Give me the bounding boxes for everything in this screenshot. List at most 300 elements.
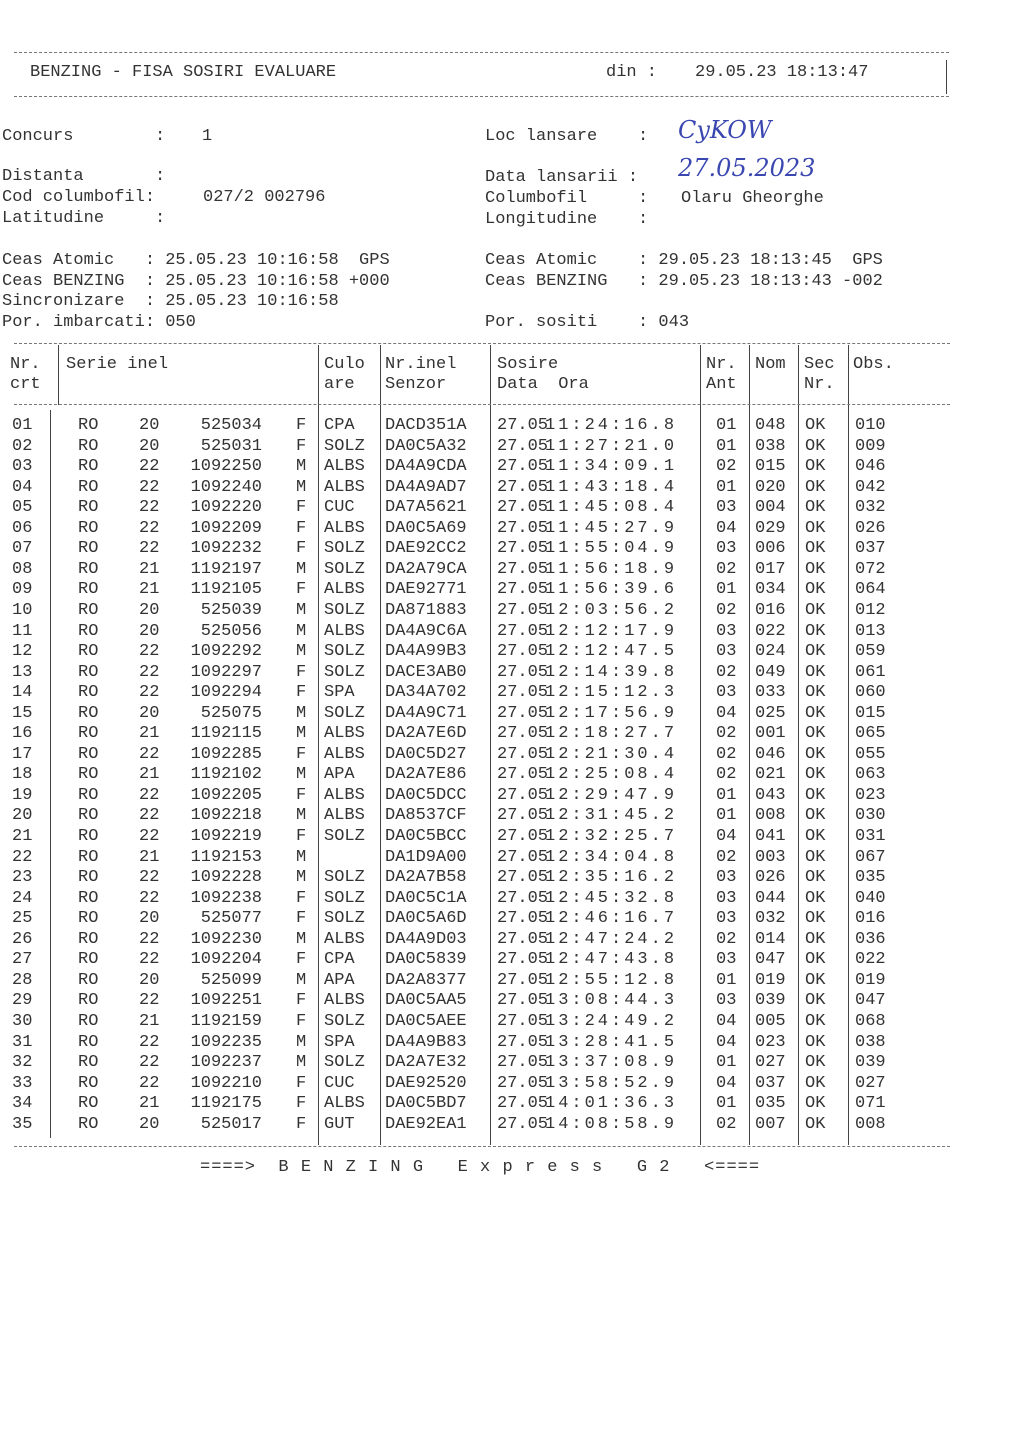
cell-sensor: DA34A702 [385,683,467,703]
cell-sex: F [296,1094,307,1114]
cell-nom: 026 [755,868,786,888]
cell-ant: 01 [716,1094,737,1114]
cell-sex: F [296,662,307,682]
cell-sensor: DA1D9A00 [385,847,467,867]
cell-date: 27.05 [497,724,549,744]
cell-date: 27.05 [497,744,549,764]
cell-ant: 01 [716,785,737,805]
cell-country: RO [78,539,99,559]
cell-sec: OK [805,436,826,456]
cell-sex: M [296,1032,307,1052]
cell-ring: 1192197 [190,559,262,579]
cell-nr: 22 [12,847,33,867]
cell-time: 12:21:30.4 [545,744,678,764]
table-top-rule [14,343,950,344]
cell-time: 12:47:24.2 [545,929,678,949]
cell-ant: 01 [716,416,737,435]
cell-ant: 04 [716,1073,737,1093]
cell-time: 11:43:18.4 [545,477,678,497]
col-inel-header: Nr.inel [385,355,457,374]
cell-sex: M [296,868,307,888]
cell-country: RO [78,457,99,477]
cell-ring: 1092210 [190,1073,262,1093]
cell-ant: 01 [716,580,737,600]
cell-ring: 1192153 [190,847,262,867]
cell-ring: 1092218 [190,806,262,826]
col-nom-header: Nom [755,355,786,374]
cell-country: RO [78,909,99,929]
cell-ring: 1092232 [190,539,262,559]
cell-sex: M [296,806,307,826]
cell-sensor: DA0C5A69 [385,518,467,538]
cell-color: ALBS [324,518,365,538]
cell-date: 27.05 [497,1032,549,1052]
cell-country: RO [78,703,99,723]
cell-ring: 1092228 [190,868,262,888]
cell-color: SOLZ [324,888,365,908]
cell-obs: 046 [855,457,886,477]
cell-sex: F [296,539,307,559]
cell-obs: 059 [855,642,886,662]
cell-obs: 037 [855,539,886,559]
cell-sec: OK [805,806,826,826]
cell-obs: 008 [855,1114,886,1134]
cell-time: 11:45:27.9 [545,518,678,538]
cell-date: 27.05 [497,1094,549,1114]
cell-sec: OK [805,539,826,559]
cell-country: RO [78,600,99,620]
cell-time: 12:34:04.8 [545,847,678,867]
col-culoare-header-2: are [324,375,355,394]
cell-nom: 043 [755,785,786,805]
column-divider [848,345,849,1145]
cell-ant: 04 [716,827,737,846]
cell-nom: 023 [755,1032,786,1052]
cell-ant: 03 [716,683,737,703]
cell-sensor: DAE92EA1 [385,1114,467,1134]
cell-nom: 017 [755,559,786,579]
cell-obs: 064 [855,580,886,600]
cell-sensor: DA0C5A6D [385,909,467,929]
cell-nr: 25 [12,909,33,929]
cell-color: ALBS [324,744,365,764]
cell-country: RO [78,724,99,744]
header-right-border [946,60,947,94]
cell-time: 13:28:41.5 [545,1032,678,1052]
cell-sex: M [296,847,307,867]
column-divider [318,345,319,1145]
cell-sex: M [296,765,307,785]
cell-year: 22 [139,1053,160,1073]
latitudine-label: Latitudine : [2,209,166,228]
cell-date: 27.05 [497,518,549,538]
distanta-label: Distanta : [2,167,166,186]
cell-date: 27.05 [497,929,549,949]
column-divider [749,345,750,1145]
cell-year: 20 [139,970,160,990]
cell-ant: 03 [716,642,737,662]
cell-time: 13:08:44.3 [545,991,678,1011]
cell-ant: 04 [716,703,737,723]
cell-country: RO [78,1053,99,1073]
cell-color: SOLZ [324,1011,365,1031]
cell-sex: F [296,1114,307,1134]
cell-nr: 03 [12,457,33,477]
cell-color: SOLZ [324,642,365,662]
col-obs-header: Obs. [853,355,894,374]
cell-color: CUC [324,498,355,518]
cell-color: ALBS [324,580,365,600]
cell-year: 20 [139,909,160,929]
cell-ring: 1092230 [190,929,262,949]
cell-nr: 31 [12,1032,33,1052]
cell-country: RO [78,888,99,908]
cell-nr: 06 [12,518,33,538]
cell-nom: 022 [755,621,786,641]
cell-nom: 035 [755,1094,786,1114]
col-ant-header: Nr. [706,355,737,374]
cell-sensor: DACE3AB0 [385,662,467,682]
cell-sensor: DA2A7E6D [385,724,467,744]
cell-year: 22 [139,662,160,682]
cell-ring: 1192102 [190,765,262,785]
cell-ant: 01 [716,436,737,456]
cell-obs: 061 [855,662,886,682]
cell-nr: 21 [12,827,33,846]
cell-nom: 015 [755,457,786,477]
cell-sensor: DA4A9C71 [385,703,467,723]
cell-time: 12:35:16.2 [545,868,678,888]
cell-sex: F [296,991,307,1011]
cell-sensor: DA0C5BD7 [385,1094,467,1114]
cell-ant: 02 [716,600,737,620]
header-top-rule [14,52,949,53]
cell-nr: 29 [12,991,33,1011]
cell-time: 13:24:49.2 [545,1011,678,1031]
cell-nom: 014 [755,929,786,949]
cell-date: 27.05 [497,950,549,970]
cell-sensor: DA0C5BCC [385,827,467,846]
cell-time: 11:45:08.4 [545,498,678,518]
cell-country: RO [78,991,99,1011]
cell-color: GUT [324,1114,355,1134]
col-nr-header: Nr. [10,355,41,374]
table-bottom-rule [14,1146,950,1147]
cell-nom: 034 [755,580,786,600]
cell-nr: 30 [12,1011,33,1031]
column-divider [50,410,51,1138]
cell-sex: F [296,909,307,929]
cell-nom: 038 [755,436,786,456]
cell-time: 12:47:43.8 [545,950,678,970]
cell-time: 12:14:39.8 [545,662,678,682]
cell-date: 27.05 [497,642,549,662]
cell-nom: 004 [755,498,786,518]
cell-obs: 060 [855,683,886,703]
cell-sensor: DA8537CF [385,806,467,826]
cell-country: RO [78,621,99,641]
cell-obs: 067 [855,847,886,867]
cell-sensor: DA2A8377 [385,970,467,990]
cell-year: 22 [139,785,160,805]
cell-date: 27.05 [497,847,549,867]
cell-nr: 20 [12,806,33,826]
cell-sec: OK [805,416,826,435]
din-label: din : [606,63,658,82]
cell-ring: 525075 [200,703,262,723]
cell-sex: F [296,1011,307,1031]
cell-nom: 027 [755,1053,786,1073]
cell-nom: 020 [755,477,786,497]
cell-obs: 055 [855,744,886,764]
longitudine-label: Longitudine : [485,210,649,229]
cell-date: 27.05 [497,970,549,990]
cell-country: RO [78,765,99,785]
cell-date: 27.05 [497,806,549,826]
cell-color: SOLZ [324,827,365,846]
cell-ant: 03 [716,539,737,559]
cell-ring: 1092235 [190,1032,262,1052]
cell-country: RO [78,436,99,456]
cell-ring: 1092205 [190,785,262,805]
cell-sensor: DA2A7B58 [385,868,467,888]
cell-country: RO [78,580,99,600]
column-divider [490,345,491,1145]
cell-obs: 031 [855,827,886,846]
cell-year: 22 [139,991,160,1011]
cell-sex: M [296,642,307,662]
cell-sensor: DA2A79CA [385,559,467,579]
cell-color: ALBS [324,806,365,826]
table-header-rule [14,404,950,405]
cell-year: 22 [139,518,160,538]
cell-date: 27.05 [497,580,549,600]
cell-ring: 525099 [200,970,262,990]
cell-sec: OK [805,559,826,579]
cell-nr: 15 [12,703,33,723]
cell-ring: 1192115 [190,724,262,744]
cell-nom: 048 [755,416,786,435]
cell-obs: 036 [855,929,886,949]
cell-date: 27.05 [497,827,549,846]
cell-sex: M [296,477,307,497]
cell-sensor: DA2A7E32 [385,1053,467,1073]
cell-sensor: DA0C5A32 [385,436,467,456]
cell-color: ALBS [324,929,365,949]
cell-ant: 02 [716,457,737,477]
cell-nom: 029 [755,518,786,538]
cell-date: 27.05 [497,683,549,703]
document-title: BENZING - FISA SOSIRI EVALUARE [30,63,337,82]
cell-year: 22 [139,868,160,888]
cell-year: 22 [139,1073,160,1093]
cell-ant: 03 [716,991,737,1011]
column-divider [798,345,799,1145]
cell-nr: 11 [12,621,33,641]
cell-obs: 065 [855,724,886,744]
cell-sex: M [296,457,307,477]
cell-year: 22 [139,950,160,970]
cell-color: APA [324,970,355,990]
col-culoare-header: Culo [324,355,365,374]
data-lansarii-handwritten: 27.05.2023 [678,154,816,182]
cell-country: RO [78,559,99,579]
col-sec-header-2: Nr. [804,375,835,394]
cell-year: 21 [139,847,160,867]
cell-nr: 23 [12,868,33,888]
cell-sensor: DA4A9CDA [385,457,467,477]
col-sosire-header: Sosire [497,355,559,374]
cell-ant: 02 [716,559,737,579]
cell-date: 27.05 [497,621,549,641]
cell-color: SPA [324,1032,355,1052]
cell-ant: 01 [716,970,737,990]
cell-sex: F [296,683,307,703]
cell-ant: 04 [716,1011,737,1031]
cell-nom: 019 [755,970,786,990]
cell-sec: OK [805,498,826,518]
cell-sensor: DA0C5C1A [385,888,467,908]
cell-country: RO [78,785,99,805]
cell-sex: M [296,724,307,744]
cell-sec: OK [805,1094,826,1114]
cell-obs: 040 [855,888,886,908]
cell-obs: 019 [855,970,886,990]
cell-date: 27.05 [497,1053,549,1073]
cell-time: 11:24:16.8 [545,416,678,435]
cell-country: RO [78,1011,99,1031]
por-imbarcati: Por. imbarcati: 050 [2,313,196,332]
cell-sensor: DA0C5839 [385,950,467,970]
cell-country: RO [78,642,99,662]
cell-nom: 049 [755,662,786,682]
cell-ring: 1092219 [190,827,262,846]
ceas-atomic-end: Ceas Atomic : 29.05.23 18:13:45 GPS [485,251,883,270]
cell-time: 11:55:04.9 [545,539,678,559]
cell-ring: 1092297 [190,662,262,682]
cell-nom: 016 [755,600,786,620]
cell-ant: 02 [716,662,737,682]
cell-date: 27.05 [497,600,549,620]
cell-nr: 08 [12,559,33,579]
cell-nr: 10 [12,600,33,620]
cell-nr: 27 [12,950,33,970]
cell-nr: 13 [12,662,33,682]
cell-nom: 041 [755,827,786,846]
concurs-label: Concurs : [2,127,166,146]
cell-nr: 28 [12,970,33,990]
cell-obs: 027 [855,1073,886,1093]
cell-ant: 02 [716,929,737,949]
cell-sec: OK [805,1114,826,1134]
cell-obs: 042 [855,477,886,497]
concurs-value: 1 [202,127,213,146]
cell-sensor: DAE92771 [385,580,467,600]
cell-sec: OK [805,1073,826,1093]
cell-time: 11:34:09.1 [545,457,678,477]
cell-ant: 04 [716,1032,737,1052]
cell-year: 22 [139,888,160,908]
cell-time: 12:45:32.8 [545,888,678,908]
cell-time: 12:32:25.7 [545,827,678,846]
cell-obs: 015 [855,703,886,723]
cell-time: 12:12:17.9 [545,621,678,641]
cell-date: 27.05 [497,436,549,456]
cell-country: RO [78,827,99,846]
cell-nr: 12 [12,642,33,662]
cell-color: SOLZ [324,559,365,579]
cell-country: RO [78,683,99,703]
cell-color: SOLZ [324,909,365,929]
header-bottom-rule [14,96,949,97]
cell-sensor: DA4A99B3 [385,642,467,662]
cell-obs: 063 [855,765,886,785]
cell-date: 27.05 [497,539,549,559]
cell-nr: 35 [12,1114,33,1134]
cell-obs: 071 [855,1094,886,1114]
cell-color: SOLZ [324,436,365,456]
cell-nom: 025 [755,703,786,723]
cell-year: 20 [139,703,160,723]
cell-ant: 03 [716,868,737,888]
cell-country: RO [78,744,99,764]
cell-nom: 006 [755,539,786,559]
cell-sex: F [296,785,307,805]
cell-ring: 525077 [200,909,262,929]
cell-nr: 05 [12,498,33,518]
cell-nr: 19 [12,785,33,805]
cell-sec: OK [805,518,826,538]
cell-nr: 17 [12,744,33,764]
cell-color: ALBS [324,724,365,744]
cell-sex: F [296,1073,307,1093]
cell-ring: 1092251 [190,991,262,1011]
cell-date: 27.05 [497,888,549,908]
cell-ant: 01 [716,806,737,826]
cell-nr: 18 [12,765,33,785]
cell-sex: F [296,827,307,846]
cell-country: RO [78,950,99,970]
cell-year: 20 [139,600,160,620]
cell-sensor: DA4A9D03 [385,929,467,949]
cell-sensor: DA4A9C6A [385,621,467,641]
ceas-benzing-start: Ceas BENZING : 25.05.23 10:16:58 +000 [2,272,390,291]
cell-nom: 008 [755,806,786,826]
cell-sensor: DACD351A [385,416,467,435]
cell-sex: F [296,950,307,970]
cell-sex: M [296,970,307,990]
cell-obs: 035 [855,868,886,888]
col-nr-header-2: crt [10,375,41,394]
col-sec-header: Sec [804,355,835,374]
cell-year: 21 [139,765,160,785]
cell-ring: 1092292 [190,642,262,662]
cell-color: ALBS [324,1094,365,1114]
cell-year: 22 [139,806,160,826]
cell-sec: OK [805,703,826,723]
cell-color: SPA [324,683,355,703]
cell-date: 27.05 [497,703,549,723]
cell-ant: 03 [716,909,737,929]
cell-year: 20 [139,621,160,641]
cell-sec: OK [805,991,826,1011]
footer-banner: ====> B E N Z I N G E x p r e s s G 2 <==== [200,1158,761,1177]
cell-ring: 1092209 [190,518,262,538]
cell-year: 21 [139,724,160,744]
cell-country: RO [78,477,99,497]
cell-year: 20 [139,436,160,456]
cell-time: 12:46:16.7 [545,909,678,929]
